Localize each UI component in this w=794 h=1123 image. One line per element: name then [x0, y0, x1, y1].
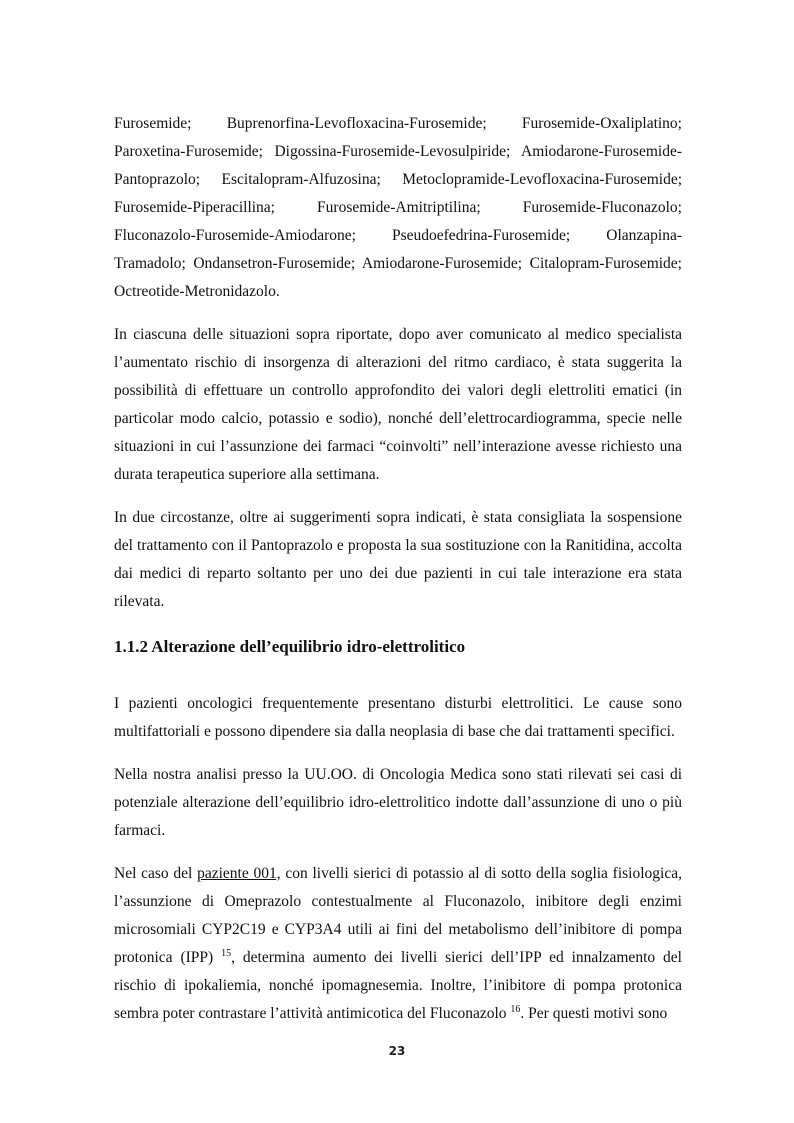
case-lead-text: Nel caso del	[114, 865, 198, 882]
reference-16: 16	[510, 1004, 521, 1015]
patient-link[interactable]: paziente 001,	[197, 865, 281, 882]
section-heading: 1.1.2 Alterazione dell’equilibrio idro-elettrolitico	[114, 637, 466, 656]
case-text-1: con livelli sierici di potassio al di sotto della soglia fisiologica, l’assunzione di Omeprazolo contestualmente al Fluconazolo, inibitore degli enzimi microsomiali CYP2C19 e CYP3A4 utili ai fini del metabolismo dell’inibitore di pompa protonica (IPP)	[114, 865, 682, 966]
case-text-3: . Per questi motivi sono	[520, 1005, 668, 1022]
patient-case-paragraph	[114, 860, 682, 1028]
pantoprazole-paragraph: In due circostanze, oltre ai suggerimenti sopra indicati, è stata consigliata la sospensione del trattamento con il Pantoprazolo e proposta la sua sostituzione con la Ranitidina, accolta dai medici di reparto soltanto per uno dei due pazienti in cui tale interazione era stata rilevata.	[114, 509, 682, 610]
recommendation-paragraph: In ciascuna delle situazioni sopra riportate, dopo aver comunicato al medico specialista l’aumentato rischio di insorgenza di alterazioni del ritmo cardiaco, è stata suggerita la possibilità di effettuare un controllo approfondito dei valori degli elettroliti ematici (in particolar modo calcio, potassio e sodio), nonché dell’elettrocardiogramma, specie nelle situazioni in cui l’assunzione dei farmaci “coinvolti” nell’interazione avesse richiesto una durata terapeutica superiore alla settimana.	[114, 326, 682, 483]
case-text-2: , determina aumento dei livelli sierici dell’IPP ed innalzamento del rischio di ipokaliemia, nonché ipomagnesemia. Inoltre, l’inibitore di pompa protonica sembra poter contrastare l’attività antimicotica del Fluconazolo	[114, 949, 682, 1022]
page-number: 23	[388, 1044, 406, 1058]
drug-combinations-paragraph: Furosemide; Buprenorfina-Levofloxacina-Furosemide; Furosemide-Oxaliplatino; Paroxetina-Furosemide; Digossina-Furosemide-Levosulpiride; Amiodarone-Furosemide-Pantoprazolo; Escitalopram-Alfuzosina; Metoclopramide-Levofloxacina-Furosemide; Furosemide-Piperacillina; Furosemide-Amitriptilina; Furosemide-Fluconazolo; Fluconazolo-Furosemide-Amiodarone; Pseudoefedrina-Furosemide; Olanzapina-Tramadolo; Ondansetron-Furosemide; Amiodarone-Furosemide; Citalopram-Furosemide; Octreotide-Metronidazolo.	[114, 115, 682, 300]
document-page	[114, 110, 682, 1028]
analysis-paragraph: Nella nostra analisi presso la UU.OO. di Oncologia Medica sono stati rilevati sei casi di potenziale alterazione dell’equilibrio idro-elettrolitico indotte dall’assunzione di uno o più farmaci.	[114, 766, 682, 839]
reference-15: 15	[221, 948, 232, 959]
intro-paragraph: I pazienti oncologici frequentemente presentano disturbi elettrolitici. Le cause sono multifattoriali e possono dipendere sia dalla neoplasia di base che dai trattamenti specifici.	[114, 695, 682, 740]
